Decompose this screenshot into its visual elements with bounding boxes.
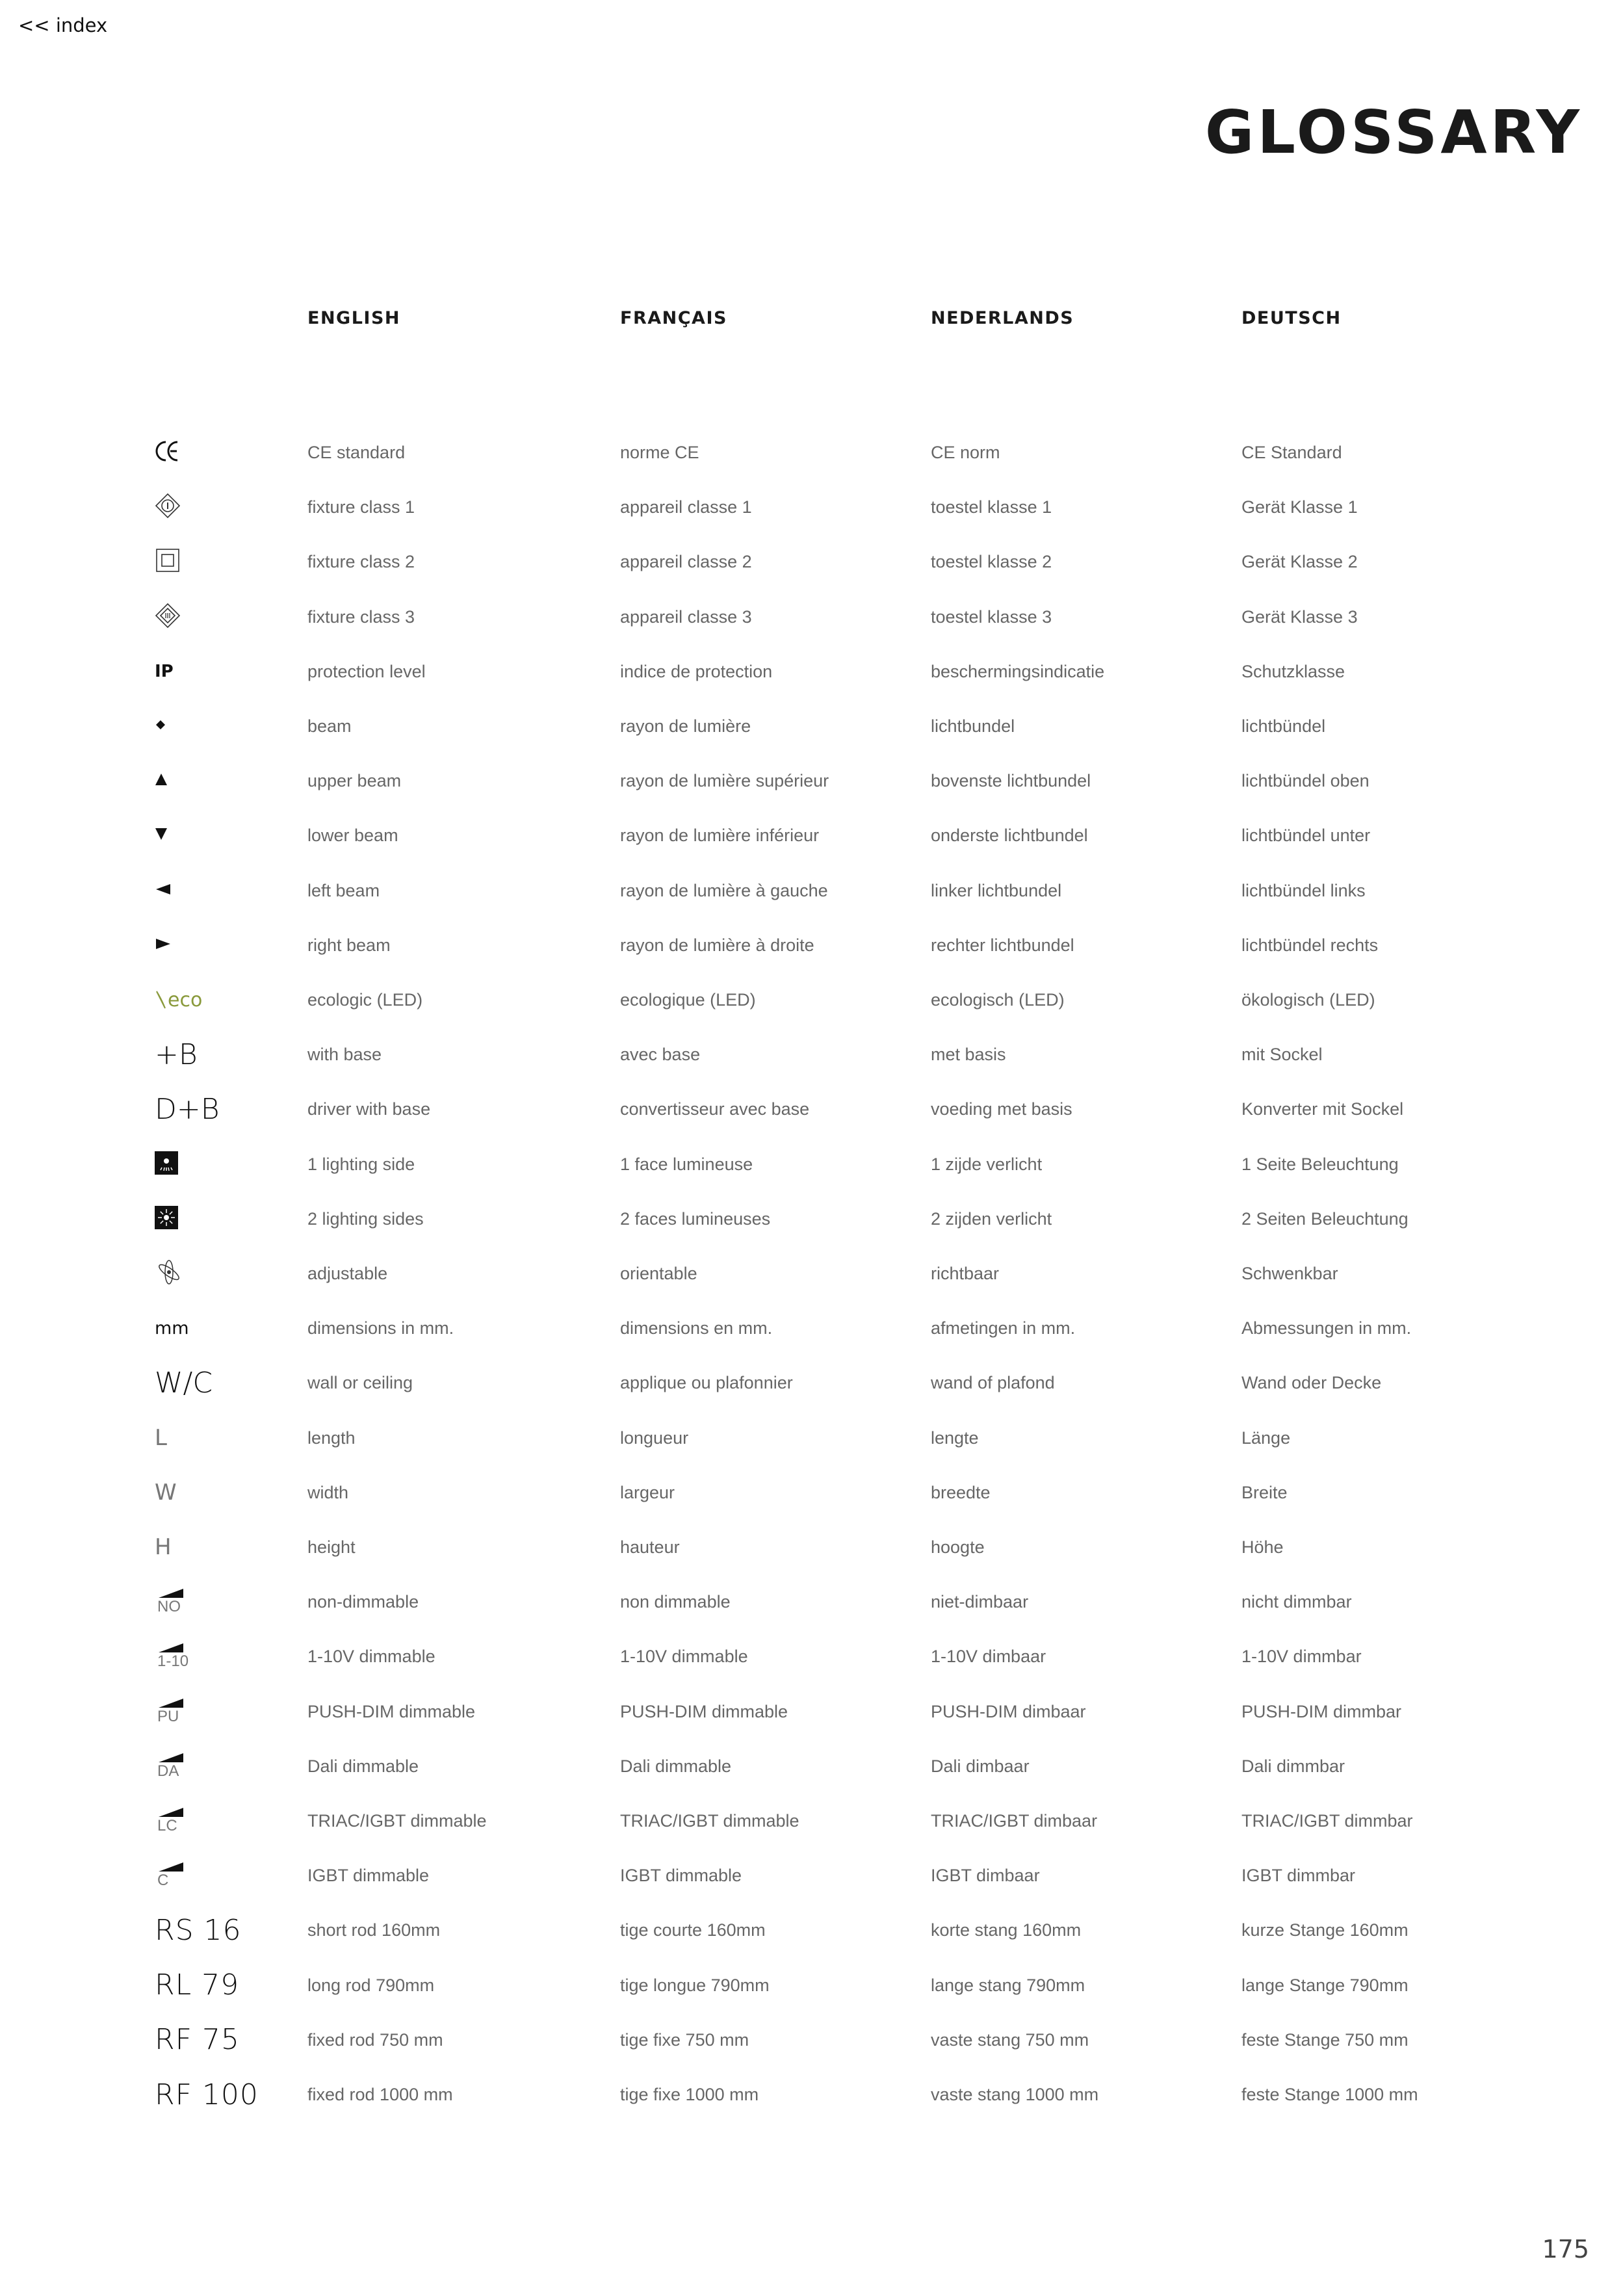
term-deutsch: Gerät Klasse 3 — [1241, 607, 1358, 627]
term-english: width — [307, 1482, 349, 1502]
term-english: IGBT dimmable — [307, 1866, 430, 1886]
term-deutsch: lichtbündel — [1241, 716, 1326, 736]
term-nederlands: 1-10V dimbaar — [931, 1647, 1046, 1667]
term-nederlands: CE norm — [931, 443, 1000, 462]
dim-c-label: C — [157, 1872, 169, 1890]
glossary-symbol — [155, 590, 272, 644]
glossary-row — [0, 1629, 1623, 1684]
term-nederlands: onderste lichtbundel — [931, 826, 1088, 846]
glossary-symbol — [155, 699, 272, 753]
term-francais: Dali dimmable — [620, 1756, 732, 1776]
term-english: long rod 790mm — [307, 1975, 435, 1995]
term-nederlands: korte stang 160mm — [931, 1920, 1082, 1940]
glossary-row — [0, 2013, 1623, 2067]
term-francais: hauteur — [620, 1537, 680, 1557]
glossary-symbol — [155, 534, 272, 589]
glossary-symbol — [155, 1301, 272, 1355]
term-deutsch: Länge — [1241, 1428, 1291, 1448]
term-deutsch: 1 Seite Beleuchtung — [1241, 1154, 1399, 1174]
term-francais: rayon de lumière à droite — [620, 935, 814, 955]
term-francais: tige longue 790mm — [620, 1975, 770, 1995]
dim-c-icon — [155, 1856, 194, 1895]
mm-label: mm — [155, 1318, 189, 1338]
left-beam-icon — [155, 883, 172, 898]
term-nederlands: toestel klasse 2 — [931, 552, 1052, 572]
ip-label: IP — [155, 661, 174, 681]
term-english: protection level — [307, 661, 426, 681]
glossary-symbol — [155, 1684, 272, 1739]
glossary-symbol — [155, 1355, 272, 1410]
glossary-row — [0, 1355, 1623, 1410]
dim-pu-label: PU — [157, 1707, 179, 1725]
term-english: beam — [307, 716, 352, 736]
width-label: W — [155, 1479, 177, 1506]
rf75-label: RF 75 — [155, 2023, 240, 2057]
glossary-row — [0, 2067, 1623, 2122]
glossary-symbol — [155, 1574, 272, 1629]
term-nederlands: wand of plafond — [931, 1373, 1055, 1393]
column-header-deutsch: DEUTSCH — [1241, 308, 1342, 328]
dim-no-icon — [155, 1582, 194, 1621]
term-francais: TRIAC/IGBT dimmable — [620, 1811, 799, 1831]
term-nederlands: vaste stang 1000 mm — [931, 2085, 1099, 2104]
term-nederlands: linker lichtbundel — [931, 880, 1062, 900]
term-nederlands: toestel klasse 1 — [931, 497, 1052, 517]
term-english: fixture class 2 — [307, 552, 415, 572]
term-english: left beam — [307, 880, 380, 900]
glossary-symbol — [155, 1465, 272, 1520]
glossary-symbol — [155, 1027, 272, 1082]
term-nederlands: 2 zijden verlicht — [931, 1208, 1052, 1229]
dim-1-10-label: 1-10 — [157, 1652, 189, 1671]
term-nederlands: Dali dimbaar — [931, 1756, 1030, 1776]
glossary-symbol — [155, 1192, 272, 1246]
term-nederlands: richtbaar — [931, 1264, 1000, 1283]
back-to-index-link[interactable]: << index — [18, 14, 108, 36]
term-francais: appareil classe 3 — [620, 607, 752, 627]
dim-da-icon — [155, 1747, 194, 1786]
right-beam-icon — [155, 938, 172, 952]
term-francais: applique ou plafonnier — [620, 1373, 793, 1393]
dim-lc-label: LC — [157, 1817, 177, 1834]
term-francais: indice de protection — [620, 661, 773, 681]
glossary-row — [0, 480, 1623, 534]
glossary-row — [0, 1958, 1623, 2013]
term-deutsch: mit Sockel — [1241, 1045, 1323, 1065]
height-label: H — [155, 1534, 172, 1560]
term-english: right beam — [307, 935, 391, 955]
term-deutsch: nicht dimmbar — [1241, 1592, 1352, 1612]
glossary-row — [0, 1301, 1623, 1355]
glossary-row — [0, 425, 1623, 480]
term-english: PUSH-DIM dimmable — [307, 1701, 476, 1721]
term-nederlands: voeding met basis — [931, 1099, 1072, 1119]
with-base-label: +B — [155, 1037, 198, 1071]
term-nederlands: lichtbundel — [931, 716, 1015, 736]
term-english: 1 lighting side — [307, 1154, 415, 1174]
term-nederlands: lange stang 790mm — [931, 1975, 1085, 1995]
term-english: fixture class 1 — [307, 497, 415, 517]
term-nederlands: lengte — [931, 1428, 979, 1448]
term-deutsch: Breite — [1241, 1482, 1288, 1502]
term-english: driver with base — [307, 1099, 431, 1119]
term-nederlands: rechter lichtbundel — [931, 935, 1074, 955]
term-nederlands: ecologisch (LED) — [931, 990, 1065, 1010]
term-deutsch: Wand oder Decke — [1241, 1373, 1382, 1393]
fixture-class-3-icon — [155, 603, 181, 631]
dim-da-label: DA — [157, 1762, 179, 1780]
dim-lc-icon — [155, 1801, 194, 1840]
term-nederlands: toestel klasse 3 — [931, 607, 1052, 627]
glossary-row — [0, 699, 1623, 753]
glossary-symbol — [155, 1848, 272, 1903]
term-english: lower beam — [307, 826, 398, 846]
glossary-row — [0, 972, 1623, 1027]
glossary-row — [0, 1794, 1623, 1848]
term-deutsch: lichtbündel oben — [1241, 771, 1370, 791]
glossary-row — [0, 753, 1623, 808]
glossary-symbol — [155, 644, 272, 699]
term-francais: non dimmable — [620, 1592, 731, 1612]
glossary-symbol — [155, 1082, 272, 1136]
eco-leaf-icon — [155, 989, 202, 1011]
term-deutsch: Gerät Klasse 1 — [1241, 497, 1358, 517]
term-francais: tige courte 160mm — [620, 1920, 766, 1940]
glossary-symbol — [155, 425, 272, 480]
dim-no-label: NO — [157, 1598, 181, 1616]
term-francais: appareil classe 1 — [620, 497, 752, 517]
glossary-symbol — [155, 1411, 272, 1465]
term-francais: avec base — [620, 1045, 701, 1065]
term-francais: 1-10V dimmable — [620, 1647, 748, 1667]
rs16-label: RS 16 — [155, 1913, 242, 1947]
glossary-row — [0, 1574, 1623, 1629]
glossary-symbol — [155, 1794, 272, 1848]
term-deutsch: lichtbündel unter — [1241, 826, 1371, 846]
term-english: non-dimmable — [307, 1592, 419, 1612]
term-francais: rayon de lumière supérieur — [620, 771, 829, 791]
term-deutsch: lange Stange 790mm — [1241, 1975, 1409, 1995]
term-nederlands: PUSH-DIM dimbaar — [931, 1701, 1086, 1721]
term-deutsch: PUSH-DIM dimmbar — [1241, 1701, 1402, 1721]
glossary-symbol — [155, 918, 272, 972]
glossary-symbol — [155, 863, 272, 918]
term-deutsch: Höhe — [1241, 1537, 1284, 1557]
term-francais: appareil classe 2 — [620, 552, 752, 572]
column-header-nederlands: NEDERLANDS — [931, 308, 1074, 328]
term-english: 2 lighting sides — [307, 1208, 424, 1229]
term-francais: tige fixe 1000 mm — [620, 2085, 759, 2104]
glossary-row — [0, 808, 1623, 863]
glossary-row — [0, 1739, 1623, 1794]
term-francais: rayon de lumière — [620, 716, 751, 736]
term-francais: PUSH-DIM dimmable — [620, 1701, 788, 1721]
glossary-symbol — [155, 1520, 272, 1574]
glossary-row — [0, 918, 1623, 972]
dim-1-10-icon — [155, 1637, 194, 1676]
term-deutsch: lichtbündel links — [1241, 880, 1366, 900]
term-english: ecologic (LED) — [307, 990, 423, 1010]
term-francais: IGBT dimmable — [620, 1866, 742, 1886]
rf100-label: RF 100 — [155, 2078, 259, 2111]
term-francais: 2 faces lumineuses — [620, 1208, 771, 1229]
glossary-symbol — [155, 808, 272, 863]
term-francais: orientable — [620, 1264, 697, 1283]
term-nederlands: TRIAC/IGBT dimbaar — [931, 1811, 1098, 1831]
term-francais: rayon de lumière inférieur — [620, 826, 820, 846]
glossary-row — [0, 1082, 1623, 1136]
term-deutsch: 2 Seiten Beleuchtung — [1241, 1208, 1409, 1229]
term-deutsch: TRIAC/IGBT dimmbar — [1241, 1811, 1413, 1831]
term-francais: 1 face lumineuse — [620, 1154, 753, 1174]
term-nederlands: bovenste lichtbundel — [931, 771, 1091, 791]
glossary-row — [0, 534, 1623, 589]
glossary-symbol — [155, 480, 272, 534]
lower-beam-icon — [155, 827, 168, 844]
term-nederlands: 1 zijde verlicht — [931, 1154, 1043, 1174]
term-english: dimensions in mm. — [307, 1318, 454, 1338]
glossary-symbol — [155, 1137, 272, 1192]
column-header-english: ENGLISH — [307, 308, 400, 328]
term-english: with base — [307, 1045, 382, 1065]
term-deutsch: Konverter mit Sockel — [1241, 1099, 1404, 1119]
one-lighting-side-icon — [155, 1151, 178, 1177]
term-deutsch: 1-10V dimmbar — [1241, 1647, 1362, 1667]
term-francais: ecologique (LED) — [620, 990, 756, 1010]
glossary-symbol — [155, 1246, 272, 1301]
page-number: 175 — [1542, 2235, 1589, 2263]
glossary-symbol — [155, 972, 272, 1027]
rl79-label: RL 79 — [155, 1968, 240, 2002]
adjustable-icon — [155, 1258, 183, 1289]
wall-ceiling-label: W/C — [155, 1366, 213, 1400]
term-francais: norme CE — [620, 443, 699, 462]
glossary-row — [0, 1520, 1623, 1574]
fixture-class-2-icon — [155, 547, 181, 576]
glossary-symbol — [155, 1958, 272, 2013]
term-francais: tige fixe 750 mm — [620, 2029, 749, 2050]
dim-pu-icon — [155, 1692, 194, 1731]
driver-with-base-label: D+B — [155, 1092, 220, 1126]
term-english: wall or ceiling — [307, 1373, 413, 1393]
term-nederlands: hoogte — [931, 1537, 985, 1557]
glossary-row — [0, 1137, 1623, 1192]
term-deutsch: kurze Stange 160mm — [1241, 1920, 1409, 1940]
term-nederlands: breedte — [931, 1482, 991, 1502]
term-nederlands: beschermingsindicatie — [931, 661, 1105, 681]
fixture-class-1-icon — [155, 493, 181, 521]
glossary-symbol — [155, 753, 272, 808]
glossary-symbol — [155, 2067, 272, 2122]
glossary-symbol — [155, 1903, 272, 1957]
glossary-row — [0, 1246, 1623, 1301]
glossary-symbol — [155, 1739, 272, 1794]
term-francais: dimensions en mm. — [620, 1318, 773, 1338]
term-english: upper beam — [307, 771, 402, 791]
term-english: fixed rod 1000 mm — [307, 2085, 453, 2104]
term-deutsch: ökologisch (LED) — [1241, 990, 1375, 1010]
beam-diamond-icon — [155, 719, 166, 733]
term-english: TRIAC/IGBT dimmable — [307, 1811, 487, 1831]
glossary-row — [0, 1903, 1623, 1957]
term-deutsch: Schutzklasse — [1241, 661, 1345, 681]
term-francais: largeur — [620, 1482, 675, 1502]
glossary-row — [0, 1192, 1623, 1246]
term-nederlands: niet-dimbaar — [931, 1592, 1029, 1612]
term-nederlands: met basis — [931, 1045, 1006, 1065]
length-label: L — [155, 1424, 167, 1451]
glossary-row — [0, 1684, 1623, 1739]
term-francais: longueur — [620, 1428, 689, 1448]
term-deutsch: Schwenkbar — [1241, 1264, 1338, 1283]
term-nederlands: afmetingen in mm. — [931, 1318, 1076, 1338]
glossary-row — [0, 1411, 1623, 1465]
term-english: short rod 160mm — [307, 1920, 441, 1940]
page-title: GLOSSARY — [1204, 98, 1583, 167]
column-header-francais: FRANÇAIS — [620, 308, 727, 328]
term-deutsch: feste Stange 750 mm — [1241, 2029, 1409, 2050]
ce-mark-icon — [155, 438, 181, 467]
term-deutsch: Abmessungen in mm. — [1241, 1318, 1412, 1338]
term-francais: rayon de lumière à gauche — [620, 880, 828, 900]
term-deutsch: CE Standard — [1241, 443, 1342, 462]
term-deutsch: lichtbündel rechts — [1241, 935, 1379, 955]
term-deutsch: Gerät Klasse 2 — [1241, 552, 1358, 572]
glossary-row — [0, 1465, 1623, 1520]
term-english: Dali dimmable — [307, 1756, 419, 1776]
glossary-row — [0, 590, 1623, 644]
term-deutsch: IGBT dimmbar — [1241, 1866, 1356, 1886]
two-lighting-sides-icon — [155, 1206, 178, 1232]
glossary-symbol — [155, 2013, 272, 2067]
glossary-symbol — [155, 1629, 272, 1684]
term-english: height — [307, 1537, 356, 1557]
term-nederlands: vaste stang 750 mm — [931, 2029, 1089, 2050]
term-english: fixed rod 750 mm — [307, 2029, 443, 2050]
term-english: length — [307, 1428, 356, 1448]
term-nederlands: IGBT dimbaar — [931, 1866, 1040, 1886]
term-deutsch: Dali dimmbar — [1241, 1756, 1345, 1776]
eco-label: eco — [168, 988, 203, 1011]
term-english: CE standard — [307, 443, 406, 462]
glossary-row — [0, 863, 1623, 918]
term-english: adjustable — [307, 1264, 388, 1283]
term-francais: convertisseur avec base — [620, 1099, 810, 1119]
term-deutsch: feste Stange 1000 mm — [1241, 2085, 1418, 2104]
term-english: 1-10V dimmable — [307, 1647, 435, 1667]
glossary-row — [0, 1848, 1623, 1903]
glossary-row — [0, 644, 1623, 699]
glossary-row — [0, 1027, 1623, 1082]
upper-beam-icon — [155, 772, 168, 789]
term-english: fixture class 3 — [307, 607, 415, 627]
